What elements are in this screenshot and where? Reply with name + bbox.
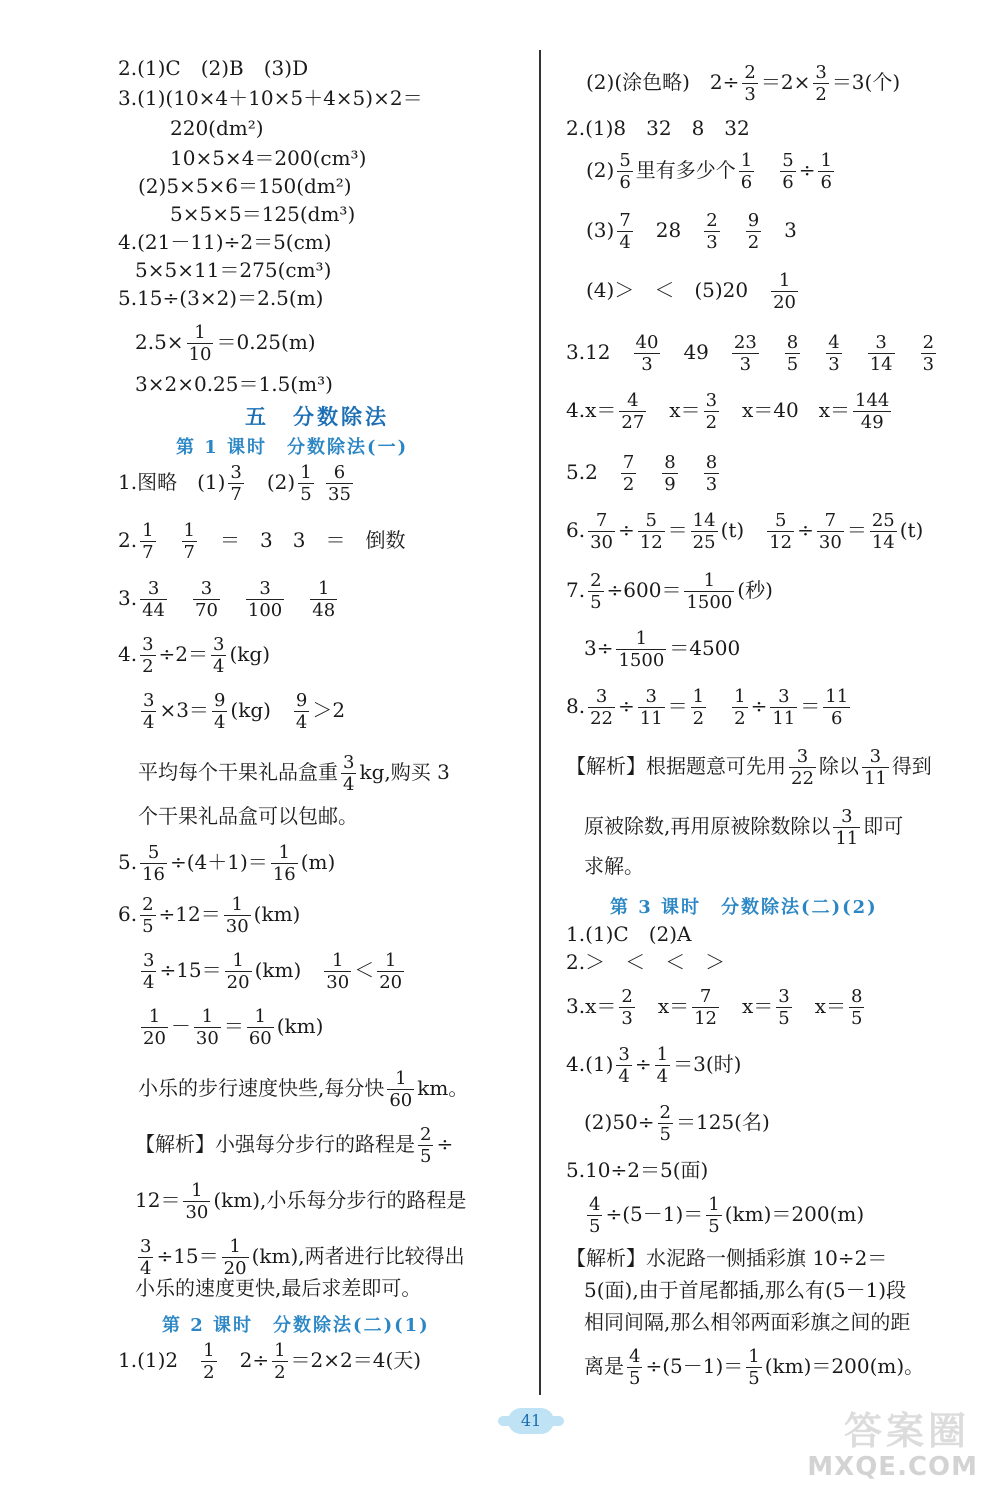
line: 4.(21－11)÷2＝5(cm) xyxy=(118,230,332,254)
line: 个干果礼品盒可以包邮。 xyxy=(138,804,358,828)
line: $\frac{4}{5}$ ÷(5－1)＝ $\frac{1}{5}$ (km)＝200(m) xyxy=(589,1194,865,1237)
line: 离是 $\frac{4}{5}$ ÷(5－1)＝ $\frac{1}{5}$ (km)＝200(m)。 xyxy=(584,1346,925,1389)
line: 5×5×11＝275(cm³) xyxy=(135,258,332,282)
page-number-ornament xyxy=(498,1416,514,1426)
line: 3.(1)(10×4＋10×5＋4×5)×2＝ xyxy=(118,86,423,110)
line: 1.图略 (1) $\frac{3}{7}$ (2) $\frac{1}{5}$ $\frac{6}{35}$ xyxy=(118,462,351,505)
line: 3×2×0.25＝1.5(m³) xyxy=(135,372,333,396)
line: 3. $\frac{3}{44}$ $\frac{3}{70}$ $\frac{3}{100}$ $\frac{1}{48}$ xyxy=(118,578,336,621)
line: (4)＞ ＜ (5)20 $\frac{1}{20}$ xyxy=(586,270,797,313)
line: 1.(1)C (2)A xyxy=(566,922,692,946)
line: 【解析】根据题意可先用 $\frac{3}{22}$ 除以 $\frac{3}{11}$ 得到 xyxy=(566,746,932,789)
line: 3.12 $\frac{40}{3}$ 49 $\frac{23}{3}$ $\frac{8}{5}$ $\frac{4}{3}$ $\frac{3}{14}$ $\frac{2}{3}$ xyxy=(566,332,935,375)
lesson-title: 第 2 课时 分数除法(二)(1) xyxy=(162,1315,430,1336)
line: $\frac{1}{20}$ － $\frac{1}{30}$ ＝ $\frac{1}{60}$ (km) xyxy=(143,1006,324,1049)
line: 小乐的速度更快,最后求差即可。 xyxy=(135,1276,422,1300)
line: 5.15÷(3×2)＝2.5(m) xyxy=(118,286,324,310)
page-number-ornament xyxy=(548,1416,564,1426)
line: 5×5×5＝125(dm³) xyxy=(170,202,356,226)
line: 2. $\frac{1}{7}$ $\frac{1}{7}$ ＝ 3 3 ＝ 倒数 xyxy=(118,520,406,563)
unit-title: 五 分数除法 xyxy=(245,404,389,429)
line: 4. $\frac{3}{2}$ ÷2＝ $\frac{3}{4}$ (kg) xyxy=(118,634,271,677)
line: 7. $\frac{2}{5}$ ÷600＝ $\frac{1}{1500}$ (秒) xyxy=(566,570,773,613)
line: 5.2 $\frac{7}{2}$ $\frac{8}{9}$ $\frac{8}{3}$ xyxy=(566,452,718,495)
line: 求解。 xyxy=(584,854,644,878)
line: 3.x＝ $\frac{2}{3}$ x＝ $\frac{7}{12}$ x＝ $\frac{3}{5}$ x＝ $\frac{8}{5}$ xyxy=(566,986,863,1029)
line: 平均每个干果礼品盒重 $\frac{3}{4}$ kg,购买 3 xyxy=(138,752,450,795)
line: 1.(1)2 $\frac{1}{2}$ 2÷ $\frac{1}{2}$ ＝2×2＝4(天) xyxy=(118,1340,422,1383)
line: 5(面),由于首尾都插,那么有(5－1)段 xyxy=(584,1278,907,1302)
lesson-title: 第 3 课时 分数除法(二)(2) xyxy=(610,897,878,918)
line: 相同间隔,那么相邻两面彩旗之间的距 xyxy=(584,1310,911,1334)
line: 【解析】水泥路一侧插彩旗 10÷2＝ xyxy=(566,1246,888,1270)
line: 6. $\frac{7}{30}$ ÷ $\frac{5}{12}$ ＝ $\frac{14}{25}$ (t) $\frac{5}{12}$ ÷ $\frac{7}{30}$ ＝ $\frac{25}{14}$ (t) xyxy=(566,510,924,553)
line: 10×5×4＝200(cm³) xyxy=(170,146,367,170)
page-number xyxy=(508,1408,554,1434)
line: 2.(1)C (2)B (3)D xyxy=(118,56,309,80)
line: 220(dm²) xyxy=(170,116,264,140)
line: (2) $\frac{5}{6}$ 里有多少个 $\frac{1}{6}$ $\frac{5}{6}$ ÷ $\frac{1}{6}$ xyxy=(586,150,832,193)
line: 【解析】小强每分步行的路程是 $\frac{2}{5}$ ÷ xyxy=(135,1124,454,1167)
line: 原被除数,再用原被除数除以 $\frac{3}{11}$ 即可 xyxy=(584,806,904,849)
line: 5. $\frac{5}{16}$ ÷(4＋1)＝ $\frac{1}{16}$ (m) xyxy=(118,842,336,885)
line: (3) $\frac{7}{4}$ 28 $\frac{2}{3}$ $\frac{9}{2}$ 3 xyxy=(586,210,797,253)
line: (2)50÷ $\frac{2}{5}$ ＝125(名) xyxy=(584,1102,770,1145)
line: (2)5×5×6＝150(dm²) xyxy=(138,174,352,198)
line: 8. $\frac{3}{22}$ ÷ $\frac{3}{11}$ ＝ $\frac{1}{2}$ $\frac{1}{2}$ ÷ $\frac{3}{11}$ ＝ $\frac{11}{6}$ xyxy=(566,686,849,729)
line: $\frac{3}{4}$ ÷15＝ $\frac{1}{20}$ (km),两者进行比较得出 xyxy=(140,1236,465,1279)
line: $\frac{3}{4}$ ×3＝ $\frac{9}{4}$ (kg) $\frac{9}{4}$ ＞2 xyxy=(143,690,346,733)
line: $\frac{3}{4}$ ÷15＝ $\frac{1}{20}$ (km) $\frac{1}{30}$ ＜ $\frac{1}{20}$ xyxy=(143,950,403,993)
line: 小乐的步行速度快些,每分快 $\frac{1}{60}$ km。 xyxy=(138,1068,469,1111)
line: 4.(1) $\frac{3}{4}$ ÷ $\frac{1}{4}$ ＝3(时) xyxy=(566,1044,742,1087)
line: 12＝ $\frac{1}{30}$ (km),小乐每分步行的路程是 xyxy=(135,1180,467,1223)
line: 2.(1)8 32 8 32 xyxy=(566,116,750,140)
page-number-text: 41 xyxy=(520,1411,542,1430)
lesson-title: 第 1 课时 分数除法(一) xyxy=(176,437,409,458)
line: 5.10÷2＝5(面) xyxy=(566,1158,709,1182)
line: 6. $\frac{2}{5}$ ÷12＝ $\frac{1}{30}$ (km) xyxy=(118,894,301,937)
watermark-logo: 答案圈 xyxy=(843,1409,970,1453)
line: 4.x＝ $\frac{4}{27}$ x＝ $\frac{3}{2}$ x＝40 x＝ $\frac{144}{49}$ xyxy=(566,390,890,433)
line: 2.＞ ＜ ＜ ＞ xyxy=(566,950,726,974)
watermark-text: MXQE.COM xyxy=(807,1452,978,1482)
line: (2)(涂色略) 2÷ $\frac{2}{3}$ ＝2× $\frac{3}{2}$ ＝3(个) xyxy=(586,62,901,105)
column-divider xyxy=(539,50,541,1395)
line: 3÷ $\frac{1}{1500}$ ＝4500 xyxy=(584,628,741,671)
line: 2.5× $\frac{1}{10}$ ＝0.25(m) xyxy=(135,322,316,365)
